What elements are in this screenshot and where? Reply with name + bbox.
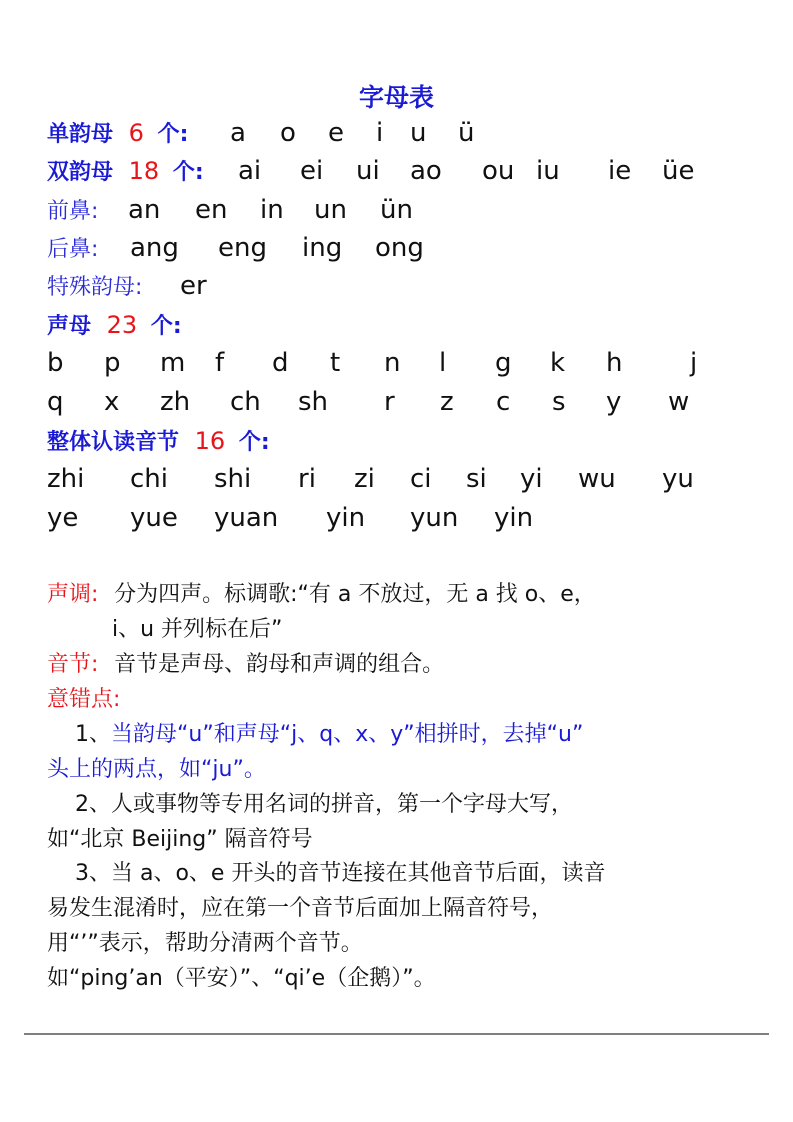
whole-syllables-count: 16 (194, 427, 226, 455)
compound-finals-count: 18 (128, 157, 160, 185)
syllable-item: yun (410, 503, 459, 533)
pinyin-item: a (230, 118, 246, 148)
pitfall-3-line-2 (47, 888, 767, 926)
pinyin-item: ü (458, 118, 475, 148)
syllable-item: yin (494, 503, 534, 533)
initial-item: n (384, 348, 401, 378)
initials-unit: 个: (150, 314, 182, 339)
whole-syllables-label: 整体认读音节 (47, 430, 180, 455)
pinyin-item: i (376, 118, 384, 148)
page-divider (24, 1033, 769, 1035)
pitfall-1-line-1 (75, 714, 775, 752)
initial-item: p (104, 348, 121, 378)
pinyin-item: e (328, 118, 344, 148)
syllable-item: si (466, 464, 487, 494)
pinyin-item: ei (300, 156, 324, 186)
pitfalls-heading (47, 679, 767, 717)
whole-syllables-row-2 (47, 499, 747, 537)
initial-item: h (606, 348, 623, 378)
pinyin-item: ang (130, 233, 179, 263)
syllable-definition (47, 644, 767, 682)
initial-item: d (272, 348, 289, 378)
initial-item: c (496, 387, 511, 417)
initials-row-1 (47, 344, 747, 382)
pitfall-2-text-continued: 如“北京 Beijing” 隔音符号 (47, 827, 313, 852)
compound-finals-unit: 个: (172, 160, 204, 185)
initial-item: k (550, 348, 566, 378)
page-title: 字母表 (358, 83, 434, 112)
syllable-item: chi (130, 464, 168, 494)
pitfall-1-line-2 (47, 749, 767, 787)
initials-header (47, 306, 747, 344)
initial-item: z (440, 387, 454, 417)
pinyin-item: un (314, 195, 347, 225)
initial-item: s (552, 387, 566, 417)
pinyin-item: eng (218, 233, 267, 263)
back-nasal-row (47, 229, 747, 267)
pitfall-3-line-1 (75, 853, 775, 891)
syllable-item: shi (214, 464, 252, 494)
pitfall-3-text: 3、当 a、o、e 开头的音节连接在其他音节后面，读音 (75, 861, 606, 886)
pinyin-item: ing (302, 233, 343, 263)
syllable-item: wu (578, 464, 616, 494)
whole-syllables-row-1 (47, 460, 747, 498)
syllable-label: 音节: (47, 652, 99, 677)
pitfall-1-text-continued: 头上的两点，如“ju”。 (47, 757, 266, 782)
special-final-row (47, 267, 747, 305)
pinyin-item: ou (482, 156, 515, 186)
simple-finals-count: 6 (128, 119, 144, 147)
tones-line-2 (112, 609, 712, 647)
front-nasal-row (47, 191, 747, 229)
tones-line-1 (47, 574, 767, 612)
pinyin-item: ui (356, 156, 380, 186)
syllable-text: 音节是声母、韵母和声调的组合。 (114, 652, 445, 677)
pitfall-2-line-1 (75, 784, 775, 822)
syllable-item: yin (326, 503, 366, 533)
pitfall-3-line-3 (47, 923, 767, 961)
simple-finals-row (47, 114, 747, 152)
pinyin-item: üe (662, 156, 695, 186)
pitfalls-label: 意错点: (47, 687, 121, 712)
syllable-item: zhi (47, 464, 85, 494)
pinyin-item: ong (375, 233, 424, 263)
initial-item: x (104, 387, 120, 417)
pitfall-3-line-4 (47, 958, 767, 996)
pinyin-item: ao (410, 156, 442, 186)
initial-item: ch (230, 387, 261, 417)
syllable-item: yu (662, 464, 694, 494)
initial-item: b (47, 348, 64, 378)
whole-syllables-unit: 个: (238, 430, 270, 455)
pitfall-3-text-continued: 用“’”表示，帮助分清两个音节。 (47, 931, 363, 956)
compound-finals-row (47, 152, 747, 190)
initials-row-2 (47, 383, 747, 421)
syllable-item: zi (354, 464, 375, 494)
pinyin-item: ie (608, 156, 632, 186)
syllable-item: yuan (214, 503, 279, 533)
front-nasal-label: 前鼻: (47, 199, 99, 224)
initial-item: j (690, 348, 698, 378)
initial-item: w (668, 387, 690, 417)
pitfall-1-number: 1、 (75, 722, 111, 747)
pinyin-item: u (410, 118, 427, 148)
pinyin-item: o (280, 118, 296, 148)
syllable-item: ci (410, 464, 432, 494)
initial-item: zh (160, 387, 191, 417)
pitfall-2-line-2 (47, 819, 767, 857)
compound-finals-label: 双韵母 (47, 160, 114, 185)
pinyin-item: en (195, 195, 228, 225)
syllable-item: yue (130, 503, 178, 533)
pinyin-item: er (180, 271, 207, 301)
initial-item: sh (298, 387, 329, 417)
initial-item: m (160, 348, 186, 378)
initials-label: 声母 (47, 314, 92, 339)
pinyin-item: ün (380, 195, 413, 225)
special-final-label: 特殊韵母: (47, 275, 143, 300)
initial-item: r (384, 387, 395, 417)
back-nasal-label: 后鼻: (47, 237, 99, 262)
tones-text-continued: i、u 并列标在后” (112, 617, 283, 642)
pinyin-item: an (128, 195, 161, 225)
syllable-item: ri (298, 464, 316, 494)
pitfall-3-text-continued: 易发生混淆时，应在第一个音节后面加上隔音符号， (47, 896, 554, 921)
syllable-item: yi (520, 464, 543, 494)
pitfall-1-text: 当韵母“u”和声母“j、q、x、y”相拼时，去掉“u” (111, 722, 584, 747)
initial-item: f (215, 348, 225, 378)
initial-item: q (47, 387, 64, 417)
initial-item: y (606, 387, 622, 417)
simple-finals-unit: 个: (157, 122, 189, 147)
tones-label: 声调: (47, 582, 99, 607)
pitfall-2-text: 2、人或事物等专用名词的拼音，第一个字母大写， (75, 792, 573, 817)
whole-syllables-header (47, 422, 747, 460)
pinyin-item: iu (536, 156, 560, 186)
initial-item: l (439, 348, 447, 378)
initials-count: 23 (106, 311, 138, 339)
pitfall-3-example: 如“ping’an（平安）”、“qi’e（企鹅）”。 (47, 966, 436, 991)
simple-finals-label: 单韵母 (47, 122, 114, 147)
initial-item: g (495, 348, 512, 378)
pinyin-item: ai (238, 156, 262, 186)
initial-item: t (330, 348, 341, 378)
tones-text: 分为四声。标调歌:“有 a 不放过，无 a 找 o、e， (114, 582, 596, 607)
pinyin-item: in (260, 195, 284, 225)
syllable-item: ye (47, 503, 79, 533)
